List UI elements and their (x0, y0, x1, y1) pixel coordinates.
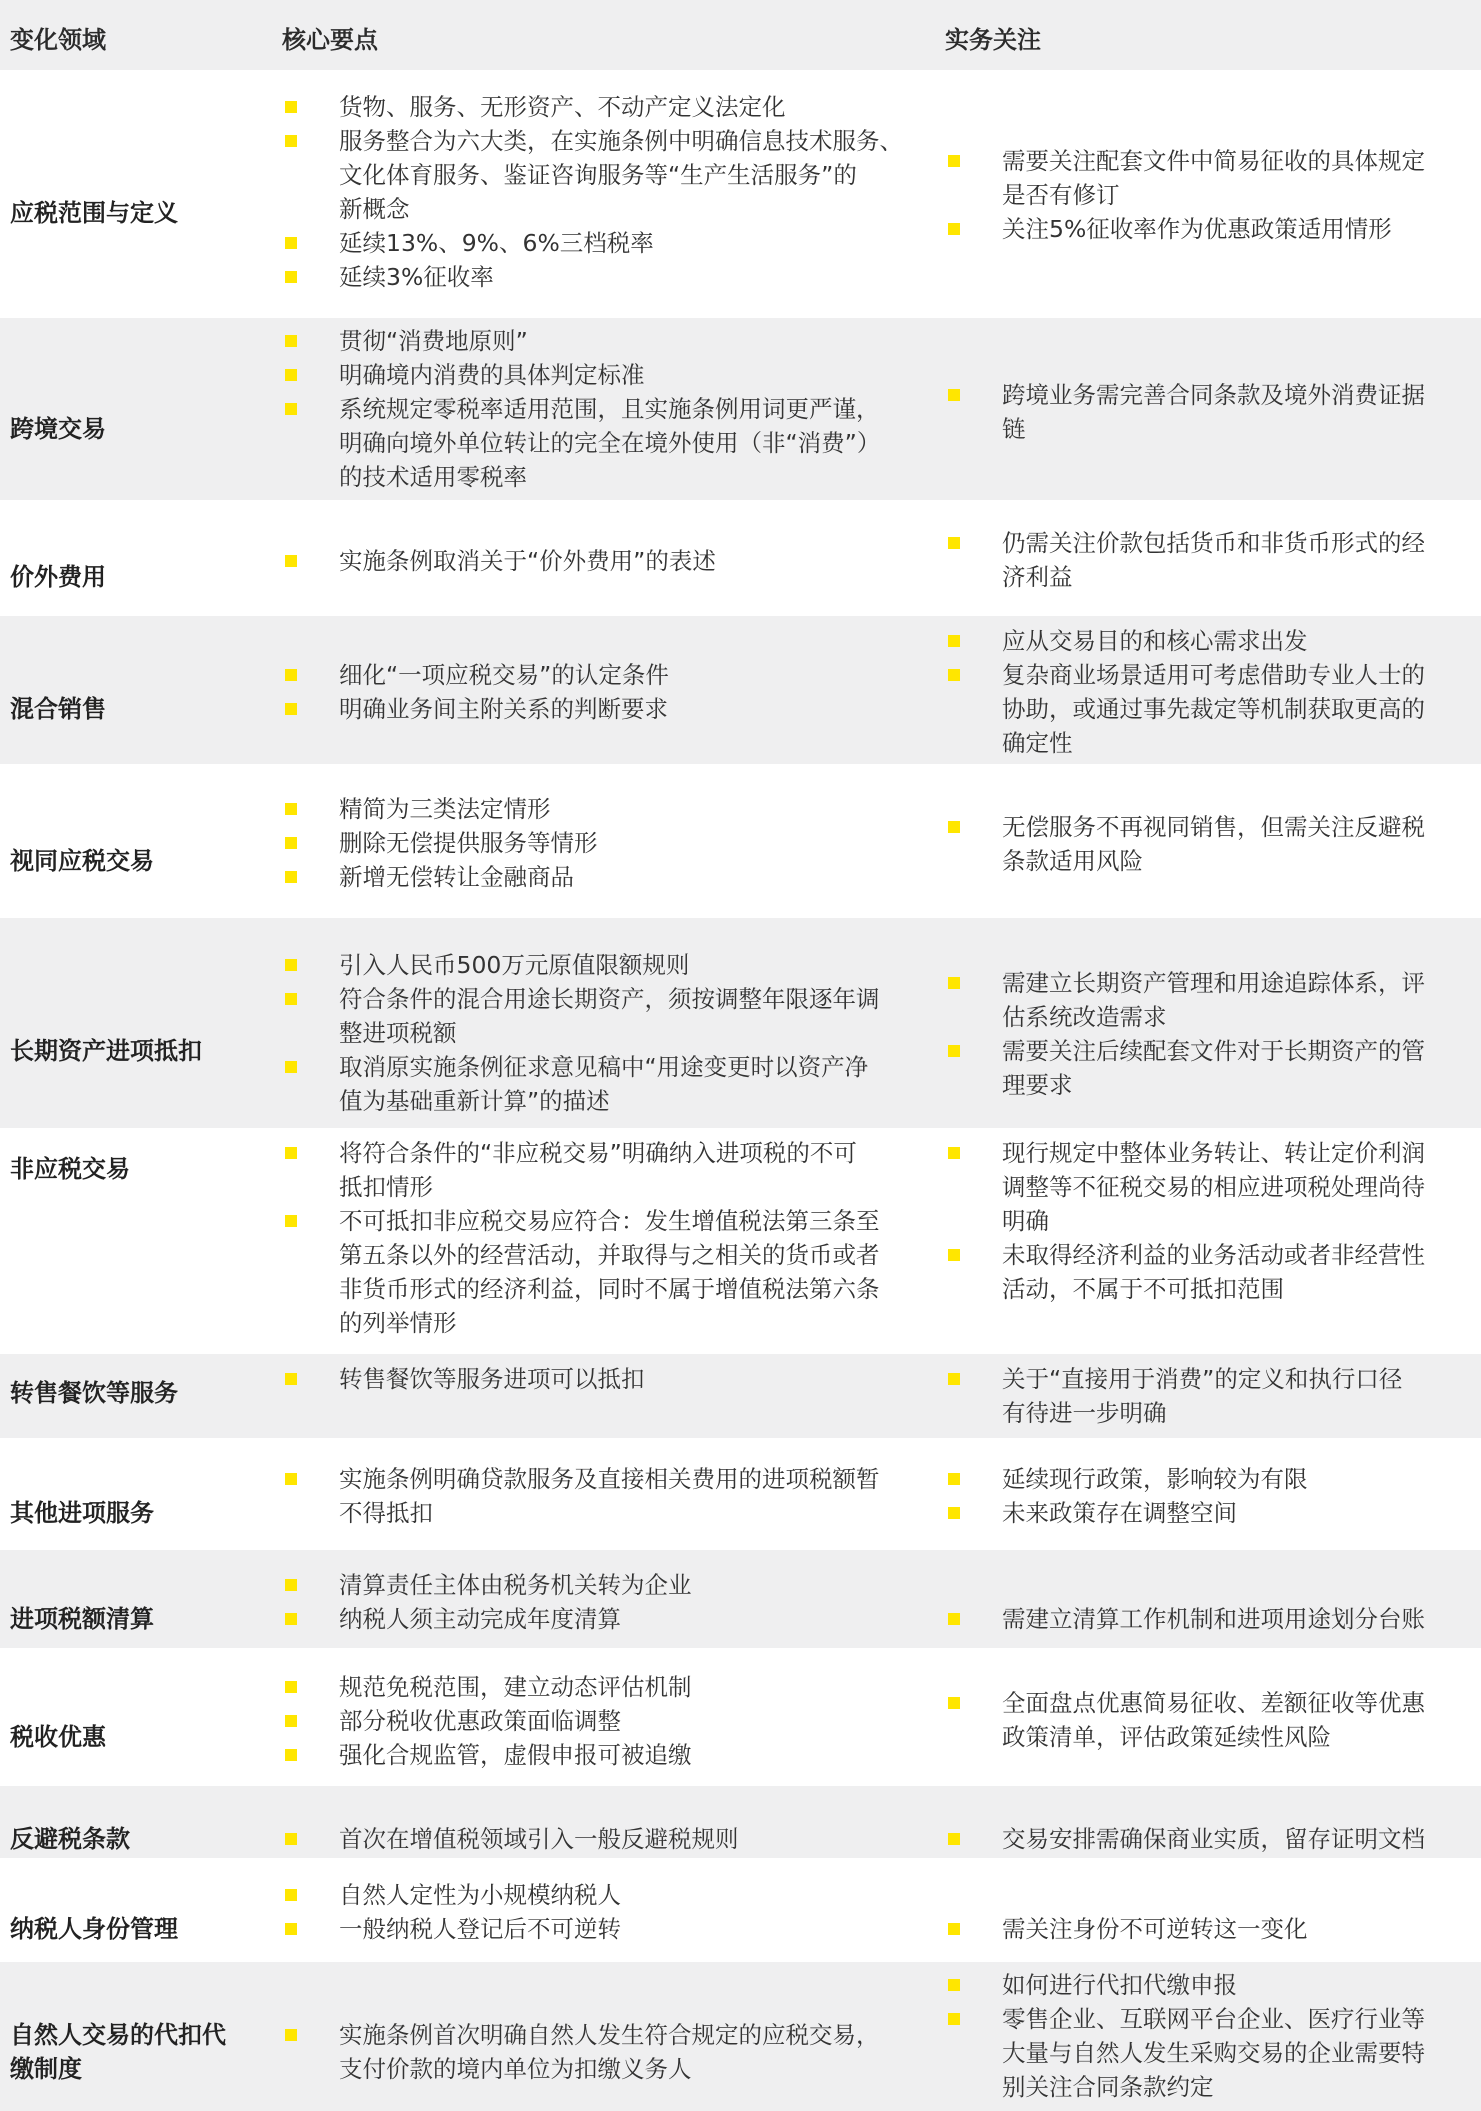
point-line: 服务整合为六大类，在实施条例中明确信息技术服务、 (339, 127, 903, 155)
row-category-line: 应税范围与定义 (10, 199, 178, 227)
concern-item (945, 1496, 1465, 1530)
table-row-anti-avoidance (0, 1786, 1481, 1858)
row-concerns (945, 1602, 1465, 1636)
point-line: 实施条例明确贷款服务及直接相关费用的进项税额暂 (339, 1465, 880, 1493)
point-item (282, 860, 942, 894)
concern-item (945, 966, 1465, 1034)
row-category-line: 其他进项服务 (10, 1499, 154, 1527)
row-points (282, 1670, 942, 1772)
point-item (282, 260, 942, 294)
row-points (282, 948, 942, 1118)
row-concerns (945, 1968, 1465, 2104)
bullet-square-icon (285, 837, 297, 849)
concern-line: 别关注合同条款约定 (1002, 2073, 1214, 2101)
bullet-square-icon (948, 155, 960, 167)
row-concerns (945, 966, 1465, 1102)
concern-item (945, 526, 1465, 594)
row-category (10, 1912, 265, 1946)
row-points (282, 1462, 942, 1530)
row-category (10, 1376, 265, 1410)
bullet-square-icon (948, 1507, 960, 1519)
row-category-line: 非应税交易 (10, 1155, 130, 1183)
point-item (282, 226, 942, 260)
point-line: 引入人民币500万元原值限额规则 (339, 951, 690, 979)
table-row-non-taxable (0, 1128, 1481, 1354)
concern-line: 明确 (1002, 1207, 1049, 1235)
bullet-square-icon (948, 1923, 960, 1935)
point-line: 自然人定性为小规模纳税人 (339, 1881, 621, 1909)
bullet-square-icon (285, 1833, 297, 1845)
point-item (282, 392, 942, 494)
concern-line: 济利益 (1002, 563, 1073, 591)
point-item (282, 90, 942, 124)
concern-line: 跨境业务需完善合同条款及境外消费证据 (1002, 381, 1425, 409)
bullet-square-icon (285, 703, 297, 715)
concern-line: 协助，或通过事先裁定等机制获取更高的 (1002, 695, 1425, 723)
row-category (10, 1152, 265, 1186)
concern-line: 如何进行代扣代缴申报 (1002, 1971, 1237, 1999)
bullet-square-icon (285, 871, 297, 883)
point-line: 延续3%征收率 (339, 263, 494, 291)
point-line: 部分税收优惠政策面临调整 (339, 1707, 621, 1735)
point-line: 一般纳税人登记后不可逆转 (339, 1915, 621, 1943)
header-col-concerns: 实务关注 (945, 26, 1041, 54)
bullet-square-icon (285, 1373, 297, 1385)
concern-line: 需要关注后续配套文件对于长期资产的管 (1002, 1037, 1425, 1065)
concern-line: 政策清单，评估政策延续性风险 (1002, 1723, 1331, 1751)
concern-item (945, 2002, 1465, 2104)
point-line: 第五条以外的经营活动，并取得与之相关的货币或者 (339, 1241, 880, 1269)
row-points (282, 792, 942, 894)
point-line: 实施条例取消关于“价外费用”的表述 (339, 547, 716, 575)
point-line: 新概念 (339, 195, 410, 223)
point-line: 规范免税范围，建立动态评估机制 (339, 1673, 692, 1701)
concern-line: 调整等不征税交易的相应进项税处理尚待 (1002, 1173, 1425, 1201)
point-item (282, 792, 942, 826)
concern-line: 零售企业、互联网平台企业、医疗行业等 (1002, 2005, 1425, 2033)
row-points (282, 90, 942, 294)
bullet-square-icon (948, 1147, 960, 1159)
bullet-square-icon (948, 537, 960, 549)
row-points (282, 1568, 942, 1636)
row-category-line: 自然人交易的代扣代 (10, 2021, 226, 2049)
point-line: 精简为三类法定情形 (339, 795, 551, 823)
bullet-square-icon (285, 1473, 297, 1485)
row-category-line: 进项税额清算 (10, 1605, 154, 1633)
point-line: 的列举情形 (339, 1309, 457, 1337)
point-item (282, 1878, 942, 1912)
row-category (10, 2018, 265, 2086)
row-category-line: 长期资产进项抵扣 (10, 1037, 202, 1065)
point-item (282, 124, 942, 226)
row-points (282, 1136, 942, 1340)
bullet-square-icon (948, 669, 960, 681)
concern-item (945, 1968, 1465, 2002)
table-row-deemed-sales (0, 764, 1481, 918)
concern-line: 估系统改造需求 (1002, 1003, 1167, 1031)
point-item (282, 948, 942, 982)
table-row-extra-charges (0, 500, 1481, 616)
row-concerns (945, 624, 1465, 760)
bullet-square-icon (285, 237, 297, 249)
concern-line: 全面盘点优惠简易征收、差额征收等优惠 (1002, 1689, 1425, 1717)
header-col-area: 变化领域 (10, 26, 106, 54)
table-row-input-clearing (0, 1550, 1481, 1648)
concern-item (945, 1462, 1465, 1496)
row-concerns (945, 810, 1465, 878)
concern-line: 仍需关注价款包括货币和非货币形式的经 (1002, 529, 1425, 557)
point-item (282, 1738, 942, 1772)
bullet-square-icon (285, 1889, 297, 1901)
row-category-line: 缴制度 (10, 2055, 82, 2083)
point-line: 纳税人须主动完成年度清算 (339, 1605, 621, 1633)
row-points (282, 658, 942, 726)
point-item (282, 1704, 942, 1738)
row-category (10, 1034, 265, 1068)
concern-line: 应从交易目的和核心需求出发 (1002, 627, 1308, 655)
row-category-line: 混合销售 (10, 695, 106, 723)
table-row-resale-catering (0, 1354, 1481, 1438)
concern-line: 需建立长期资产管理和用途追踪体系，评 (1002, 969, 1425, 997)
bullet-square-icon (285, 271, 297, 283)
concern-item (945, 1602, 1465, 1636)
point-item (282, 1822, 942, 1856)
point-line: 支付价款的境内单位为扣缴义务人 (339, 2055, 692, 2083)
bullet-square-icon (285, 1613, 297, 1625)
row-category-line: 反避税条款 (10, 1825, 130, 1853)
row-category (10, 560, 265, 594)
row-concerns (945, 1822, 1465, 1856)
bullet-square-icon (948, 821, 960, 833)
row-category-line: 价外费用 (10, 563, 106, 591)
point-line: 清算责任主体由税务机关转为企业 (339, 1571, 692, 1599)
concern-line: 延续现行政策，影响较为有限 (1002, 1465, 1308, 1493)
point-line: 贯彻“消费地原则” (339, 327, 528, 355)
row-concerns (945, 1136, 1465, 1306)
bullet-square-icon (285, 1681, 297, 1693)
bullet-square-icon (285, 1215, 297, 1227)
concern-line: 复杂商业场景适用可考虑借助专业人士的 (1002, 661, 1425, 689)
header-col-points: 核心要点 (282, 26, 378, 54)
concern-line: 是否有修订 (1002, 181, 1120, 209)
point-item (282, 658, 942, 692)
point-line: 转售餐饮等服务进项可以抵扣 (339, 1365, 645, 1393)
row-category (10, 196, 265, 230)
point-item (282, 1050, 942, 1118)
row-category-line: 纳税人身份管理 (10, 1915, 178, 1943)
row-category-line: 转售餐饮等服务 (10, 1379, 178, 1407)
bullet-square-icon (948, 977, 960, 989)
concern-line: 需建立清算工作机制和进项用途划分台账 (1002, 1605, 1425, 1633)
point-item (282, 2018, 942, 2086)
concern-line: 未取得经济利益的业务活动或者非经营性 (1002, 1241, 1425, 1269)
bullet-square-icon (285, 369, 297, 381)
point-item (282, 692, 942, 726)
bullet-square-icon (948, 1697, 960, 1709)
concern-item (945, 1238, 1465, 1306)
bullet-square-icon (285, 1147, 297, 1159)
concern-item (945, 810, 1465, 878)
row-concerns (945, 144, 1465, 246)
row-category (10, 692, 265, 726)
point-line: 系统规定零税率适用范围，且实施条例用词更严谨， (339, 395, 880, 423)
bullet-square-icon (285, 335, 297, 347)
point-line: 实施条例首次明确自然人发生符合规定的应税交易， (339, 2021, 880, 2049)
concern-line: 理要求 (1002, 1071, 1073, 1099)
concern-item (945, 1136, 1465, 1238)
row-category-line: 跨境交易 (10, 415, 106, 443)
table-row-cross-border (0, 318, 1481, 500)
bullet-square-icon (948, 1045, 960, 1057)
bullet-square-icon (948, 1373, 960, 1385)
concern-item (945, 624, 1465, 658)
point-line: 将符合条件的“非应税交易”明确纳入进项税的不可 (339, 1139, 857, 1167)
concern-line: 现行规定中整体业务转让、转让定价利润 (1002, 1139, 1425, 1167)
point-line: 文化体育服务、鉴证咨询服务等“生产生活服务”的 (339, 161, 857, 189)
concern-item (945, 1362, 1465, 1430)
concern-item (945, 1822, 1465, 1856)
bullet-square-icon (285, 403, 297, 415)
concern-line: 有待进一步明确 (1002, 1399, 1167, 1427)
point-line: 值为基础重新计算”的描述 (339, 1087, 610, 1115)
bullet-square-icon (285, 1749, 297, 1761)
table-row-scope (0, 70, 1481, 318)
concern-line: 大量与自然人发生采购交易的企业需要特 (1002, 2039, 1425, 2067)
concern-line: 需要关注配套文件中简易征收的具体规定 (1002, 147, 1425, 175)
point-line: 非货币形式的经济利益，同时不属于增值税法第六条 (339, 1275, 880, 1303)
row-points (282, 1878, 942, 1946)
point-item (282, 324, 942, 358)
row-concerns (945, 378, 1465, 446)
bullet-square-icon (948, 635, 960, 647)
point-item (282, 982, 942, 1050)
point-item (282, 1136, 942, 1204)
table-row-natural-person-withholding (0, 1962, 1481, 2111)
point-line: 货物、服务、无形资产、不动产定义法定化 (339, 93, 786, 121)
bullet-square-icon (285, 135, 297, 147)
bullet-square-icon (285, 1923, 297, 1935)
point-line: 明确境内消费的具体判定标准 (339, 361, 645, 389)
bullet-square-icon (948, 1473, 960, 1485)
point-line: 新增无偿转让金融商品 (339, 863, 574, 891)
concern-item (945, 144, 1465, 212)
bullet-square-icon (285, 1579, 297, 1591)
table-header (0, 0, 1481, 70)
row-concerns (945, 1686, 1465, 1754)
point-line: 明确业务间主附关系的判断要求 (339, 695, 668, 723)
table-row-tax-incentives (0, 1648, 1481, 1786)
point-line: 明确向境外单位转让的完全在境外使用（非“消费”） (339, 429, 881, 457)
row-concerns (945, 526, 1465, 594)
bullet-square-icon (948, 223, 960, 235)
point-line: 符合条件的混合用途长期资产，须按调整年限逐年调 (339, 985, 880, 1013)
row-points (282, 324, 942, 494)
concern-line: 活动，不属于不可抵扣范围 (1002, 1275, 1284, 1303)
concern-line: 无偿服务不再视同销售，但需关注反避税 (1002, 813, 1425, 841)
point-item (282, 1568, 942, 1602)
point-line: 首次在增值税领域引入一般反避税规则 (339, 1825, 739, 1853)
point-line: 抵扣情形 (339, 1173, 433, 1201)
point-item (282, 1602, 942, 1636)
row-points (282, 2018, 942, 2086)
point-item (282, 1462, 942, 1530)
point-line: 不可抵扣非应税交易应符合：发生增值税法第三条至 (339, 1207, 880, 1235)
bullet-square-icon (948, 1613, 960, 1625)
row-category-line: 视同应税交易 (10, 847, 154, 875)
concern-line: 链 (1002, 415, 1026, 443)
row-category (10, 1496, 265, 1530)
row-concerns (945, 1462, 1465, 1530)
point-line: 的技术适用零税率 (339, 463, 527, 491)
concern-line: 交易安排需确保商业实质，留存证明文档 (1002, 1825, 1425, 1853)
row-concerns (945, 1362, 1465, 1430)
bullet-square-icon (285, 959, 297, 971)
table-row-taxpayer-status (0, 1858, 1481, 1962)
row-points (282, 544, 942, 578)
point-item (282, 1912, 942, 1946)
concern-item (945, 658, 1465, 760)
concern-item (945, 378, 1465, 446)
concern-line: 未来政策存在调整空间 (1002, 1499, 1237, 1527)
table-row-long-term-assets (0, 918, 1481, 1128)
point-item (282, 1204, 942, 1340)
bullet-square-icon (948, 1249, 960, 1261)
bullet-square-icon (285, 993, 297, 1005)
row-category (10, 1602, 265, 1636)
point-line: 强化合规监管，虚假申报可被追缴 (339, 1741, 692, 1769)
bullet-square-icon (285, 101, 297, 113)
concern-line: 需关注身份不可逆转这一变化 (1002, 1915, 1308, 1943)
bullet-square-icon (948, 2013, 960, 2025)
row-points (282, 1362, 942, 1396)
point-line: 延续13%、9%、6%三档税率 (339, 229, 654, 257)
point-line: 取消原实施条例征求意见稿中“用途变更时以资产净 (339, 1053, 869, 1081)
table-row-other-input (0, 1438, 1481, 1550)
concern-item (945, 212, 1465, 246)
row-category (10, 412, 265, 446)
row-category (10, 1822, 265, 1856)
point-line: 删除无偿提供服务等情形 (339, 829, 598, 857)
row-category (10, 844, 265, 878)
point-item (282, 1670, 942, 1704)
table-row-mixed-sales (0, 616, 1481, 764)
bullet-square-icon (948, 1979, 960, 1991)
bullet-square-icon (285, 803, 297, 815)
bullet-square-icon (285, 669, 297, 681)
bullet-square-icon (948, 389, 960, 401)
row-concerns (945, 1912, 1465, 1946)
point-item (282, 544, 942, 578)
point-item (282, 358, 942, 392)
concern-item (945, 1034, 1465, 1102)
bullet-square-icon (285, 1061, 297, 1073)
point-line: 整进项税额 (339, 1019, 457, 1047)
concern-line: 关注5%征收率作为优惠政策适用情形 (1002, 215, 1392, 243)
point-line: 细化“一项应税交易”的认定条件 (339, 661, 669, 689)
bullet-square-icon (285, 1715, 297, 1727)
bullet-square-icon (948, 1833, 960, 1845)
concern-item (945, 1912, 1465, 1946)
row-points (282, 1822, 942, 1856)
concern-item (945, 1686, 1465, 1754)
concern-line: 确定性 (1002, 729, 1073, 757)
row-category-line: 税收优惠 (10, 1723, 106, 1751)
point-item (282, 826, 942, 860)
concern-line: 条款适用风险 (1002, 847, 1143, 875)
point-line: 不得抵扣 (339, 1499, 433, 1527)
point-item (282, 1362, 942, 1396)
concern-line: 关于“直接用于消费”的定义和执行口径 (1002, 1365, 1403, 1393)
row-category (10, 1720, 265, 1754)
bullet-square-icon (285, 2029, 297, 2041)
bullet-square-icon (285, 555, 297, 567)
